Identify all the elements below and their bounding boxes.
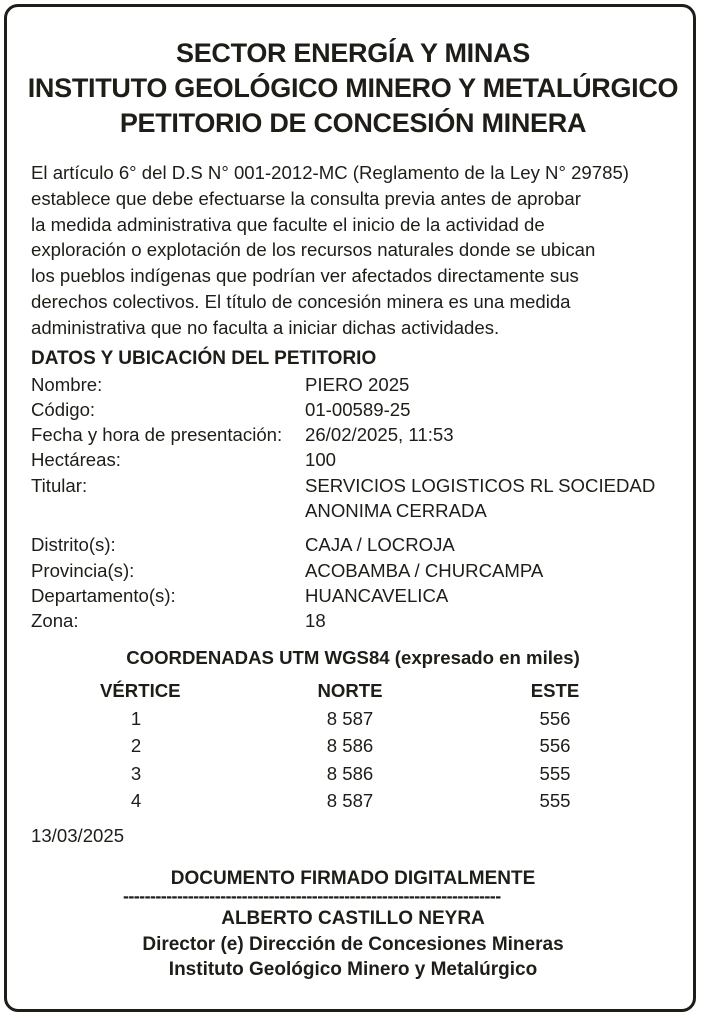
este-cell: 555 — [539, 763, 571, 784]
codigo-row — [31, 397, 411, 422]
nombre-value: PIERO 2025 — [305, 374, 410, 395]
provincia-value: ACOBAMBA / CHURCAMPA — [305, 560, 544, 581]
fecha-label: Fecha y hora de presentación: — [31, 424, 283, 445]
intro-paragraph — [31, 160, 674, 341]
datos-section-title: DATOS Y UBICACIÓN DEL PETITORIO — [31, 348, 377, 369]
provincia-row — [31, 558, 544, 583]
zona-row — [31, 608, 326, 633]
hectareas-row — [31, 447, 337, 472]
hectareas-value: 100 — [305, 449, 337, 470]
notice-header — [0, 36, 706, 141]
distrito-value: CAJA / LOCROJA — [305, 534, 455, 555]
titular-value-line2: ANONIMA CERRADA — [305, 500, 487, 521]
fecha-row — [31, 422, 454, 447]
departamento-value: HUANCAVELICA — [305, 585, 449, 606]
departamento-row — [31, 583, 449, 608]
intro-line: los pueblos indígenas que podrían ver afectados directamente sus — [31, 265, 579, 287]
intro-line: la medida administrativa que faculte el inicio de la actividad de — [31, 213, 545, 235]
norte-cell: 8 587 — [326, 790, 374, 811]
vertice-cell: 1 — [130, 708, 142, 729]
coordenadas-title: COORDENADAS UTM WGS84 (expresado en miles) — [126, 647, 580, 668]
hectareas-label: Hectáreas: — [31, 449, 121, 470]
nombre-label: Nombre: — [31, 374, 103, 395]
norte-cell: 8 586 — [326, 763, 374, 784]
norte-header: NORTE — [317, 680, 383, 701]
digital-signature-note: DOCUMENTO FIRMADO DIGITALMENTE — [170, 868, 536, 889]
codigo-value: 01-00589-25 — [305, 399, 411, 420]
este-cell: 555 — [539, 790, 571, 811]
nombre-row — [31, 372, 410, 397]
este-cell: 556 — [539, 735, 571, 756]
publication-date: 13/03/2025 — [31, 825, 125, 846]
titular-value-line1: SERVICIOS LOGISTICOS RL SOCIEDAD — [305, 475, 656, 496]
intro-line: establece que debe efectuarse la consulta previa antes de aprobar — [31, 187, 581, 209]
fecha-value: 26/02/2025, 11:53 — [305, 424, 454, 445]
vertice-cell: 3 — [130, 763, 142, 784]
codigo-label: Código: — [31, 399, 96, 420]
intro-line: exploración o explotación de los recursos naturales donde se ubican — [31, 239, 596, 261]
norte-cell: 8 587 — [326, 708, 374, 729]
signatory-title: Director (e) Dirección de Concesiones Mineras — [142, 934, 564, 955]
departamento-label: Departamento(s): — [31, 585, 176, 606]
signatory-name: ALBERTO CASTILLO NEYRA — [221, 908, 485, 929]
intro-line: derechos colectivos. El título de concesión minera es una medida — [31, 290, 571, 312]
distrito-row — [31, 532, 455, 557]
zona-label: Zona: — [31, 610, 79, 631]
intro-line: administrativa que no faculta a iniciar dichas actividades. — [31, 316, 500, 338]
intro-line: El artículo 6° del D.S N° 001-2012-MC (Reglamento de la Ley N° 29785) — [31, 162, 629, 183]
norte-cell: 8 586 — [326, 735, 374, 756]
zona-value: 18 — [305, 610, 326, 631]
distrito-label: Distrito(s): — [31, 534, 116, 555]
este-cell: 556 — [539, 708, 571, 729]
provincia-label: Provincia(s): — [31, 560, 135, 581]
vertice-cell: 2 — [130, 735, 142, 756]
header-sector: SECTOR ENERGÍA Y MINAS — [176, 38, 530, 68]
header-petitorio: PETITORIO DE CONCESIÓN MINERA — [119, 108, 587, 138]
vertice-cell: 4 — [130, 790, 142, 811]
titular-row — [31, 473, 656, 498]
titular-label: Titular: — [31, 475, 88, 496]
signatory-institution: Instituto Geológico Minero y Metalúrgico — [168, 959, 538, 980]
este-header: ESTE — [530, 680, 580, 701]
header-institute: INSTITUTO GEOLÓGICO MINERO Y METALÚRGICO — [27, 73, 679, 103]
vertice-header: VÉRTICE — [100, 680, 181, 701]
signature-divider: ---------------------------------------------------------------------- — [123, 889, 501, 903]
